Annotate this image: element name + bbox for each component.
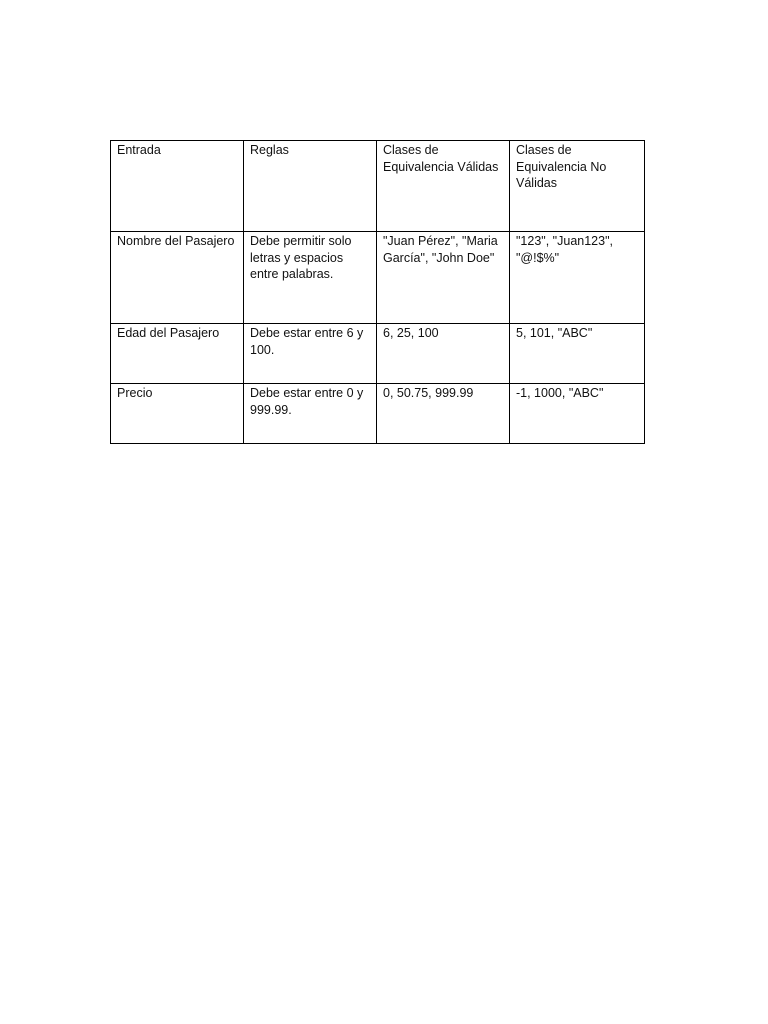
- table-cell: 6, 25, 100: [377, 324, 510, 384]
- header-cell-reglas: Reglas: [244, 141, 377, 232]
- table-row: [111, 232, 645, 324]
- table-cell: "123", "Juan123", "@!$%": [510, 232, 645, 324]
- table-header-row: [111, 141, 645, 232]
- table-cell: -1, 1000, "ABC": [510, 384, 645, 444]
- table-row: [111, 384, 645, 444]
- table-cell: Nombre del Pasajero: [111, 232, 244, 324]
- header-cell-no-validas: Clases de Equivalencia No Válidas: [510, 141, 645, 232]
- table-cell: Debe estar entre 0 y 999.99.: [244, 384, 377, 444]
- table-cell: "Juan Pérez", "Maria García", "John Doe": [377, 232, 510, 324]
- header-cell-validas: Clases de Equivalencia Válidas: [377, 141, 510, 232]
- table-cell: 0, 50.75, 999.99: [377, 384, 510, 444]
- table-cell: 5, 101, "ABC": [510, 324, 645, 384]
- header-cell-entrada: Entrada: [111, 141, 244, 232]
- table-cell: Debe estar entre 6 y 100.: [244, 324, 377, 384]
- table-cell: Debe permitir solo letras y espacios entre palabras.: [244, 232, 377, 324]
- equivalence-classes-table: [110, 140, 645, 444]
- table-cell: Edad del Pasajero: [111, 324, 244, 384]
- table-cell: Precio: [111, 384, 244, 444]
- table-row: [111, 324, 645, 384]
